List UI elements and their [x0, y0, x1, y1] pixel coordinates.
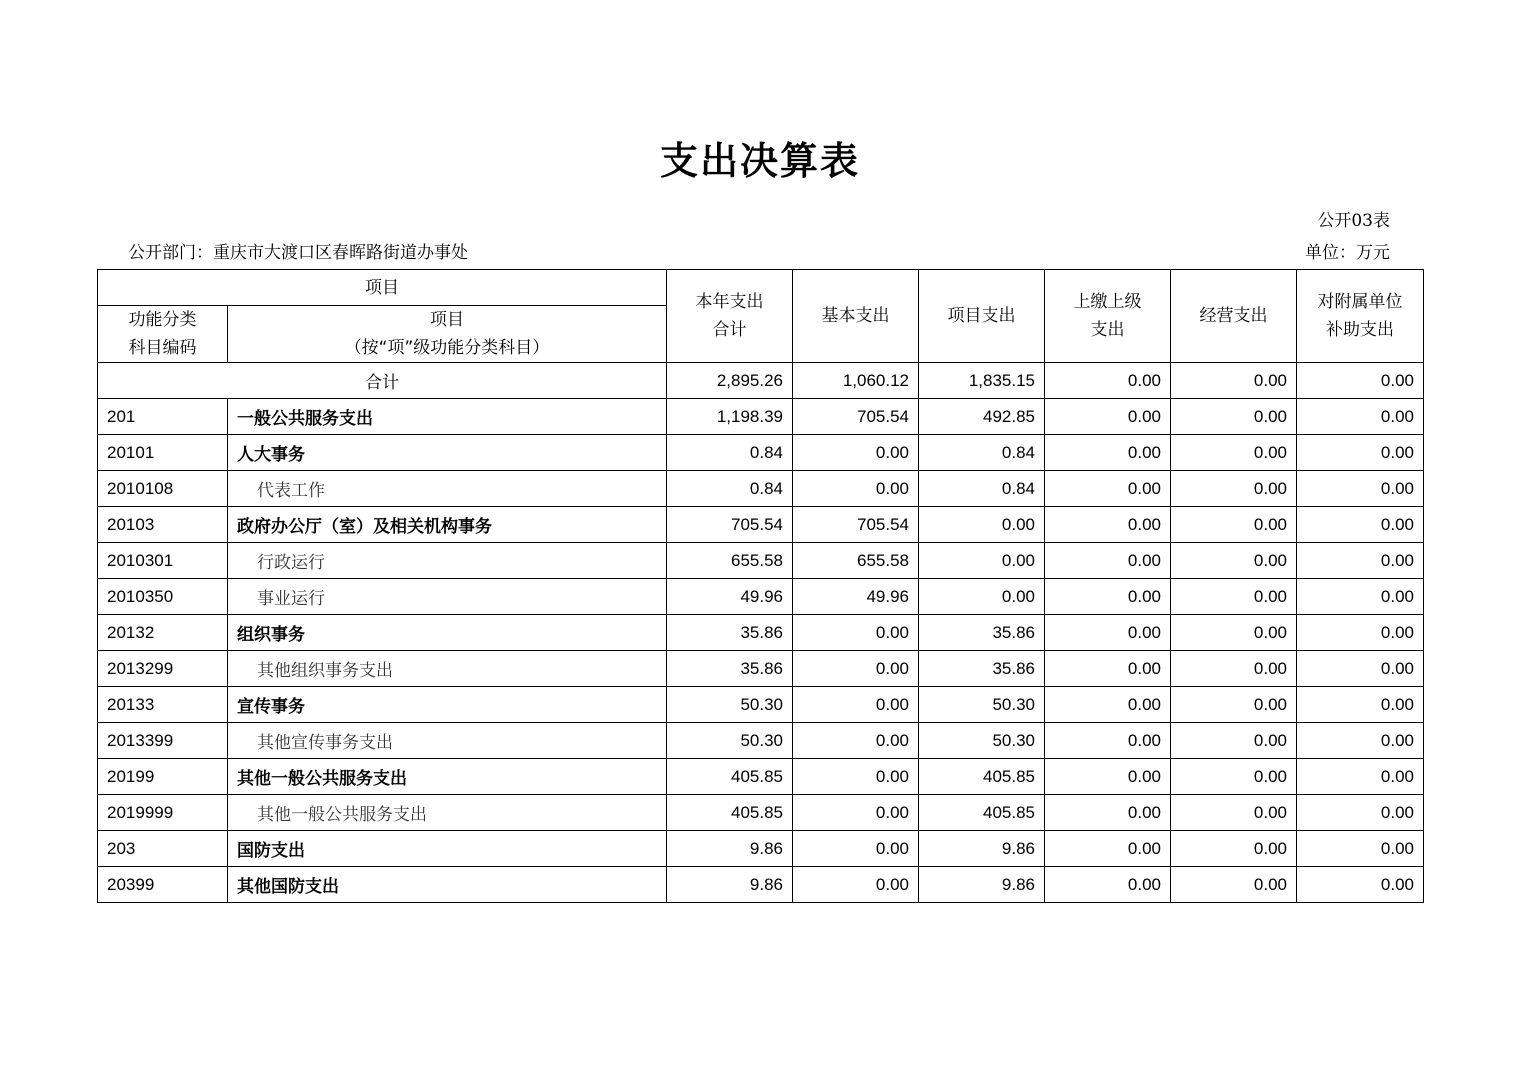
row-name: 组织事务: [228, 615, 667, 651]
row-value: 0.00: [1171, 507, 1297, 543]
header-row: [98, 270, 1424, 306]
row-value: 0.00: [1045, 723, 1171, 759]
unit-label: 单位：万元: [1305, 243, 1390, 263]
row-name: 事业运行: [228, 579, 667, 615]
row-value: 705.54: [667, 507, 793, 543]
row-value: 0.00: [1045, 435, 1171, 471]
row-name: 行政运行: [228, 543, 667, 579]
row-value: 0.00: [1171, 687, 1297, 723]
table-row: [98, 759, 1424, 795]
row-value: 0.00: [1045, 507, 1171, 543]
row-value: 49.96: [667, 579, 793, 615]
row-value: 0.00: [1297, 435, 1424, 471]
row-value: 35.86: [919, 651, 1045, 687]
row-value: 9.86: [919, 831, 1045, 867]
header-subsidy: [1297, 270, 1424, 363]
row-value: 405.85: [919, 759, 1045, 795]
row-value: 50.30: [667, 687, 793, 723]
header-project: 项目支出: [919, 270, 1045, 363]
total-value: 1,835.15: [919, 363, 1045, 399]
header-upper-line2: 支出: [1090, 320, 1125, 340]
table-row: [98, 723, 1424, 759]
row-value: 0.00: [1045, 471, 1171, 507]
header-name-line2: （按“项”级功能分类科目）: [344, 338, 550, 358]
row-value: 405.85: [667, 759, 793, 795]
row-name: 代表工作: [228, 471, 667, 507]
table-row: [98, 795, 1424, 831]
row-value: 0.00: [1297, 795, 1424, 831]
table-row: [98, 399, 1424, 435]
row-value: 0.00: [1045, 579, 1171, 615]
row-value: 0.84: [667, 471, 793, 507]
row-name: 宣传事务: [228, 687, 667, 723]
row-value: 0.00: [1045, 399, 1171, 435]
row-value: 0.84: [919, 471, 1045, 507]
row-value: 50.30: [667, 723, 793, 759]
row-value: 655.58: [793, 543, 919, 579]
header-upper-line1: 上缴上级: [1073, 292, 1142, 312]
row-code: 2013299: [98, 651, 228, 687]
row-value: 0.00: [1171, 867, 1297, 903]
header-business: 经营支出: [1171, 270, 1297, 363]
row-value: 0.00: [793, 615, 919, 651]
header-code-line1: 功能分类: [128, 310, 197, 330]
header-code: [98, 306, 228, 363]
row-value: 0.00: [793, 867, 919, 903]
row-value: 49.96: [793, 579, 919, 615]
row-value: 35.86: [667, 651, 793, 687]
row-code: 2019999: [98, 795, 228, 831]
table-number: 公开03表: [1317, 211, 1390, 231]
row-value: 0.00: [793, 723, 919, 759]
total-value: 0.00: [1297, 363, 1424, 399]
row-value: 50.30: [919, 723, 1045, 759]
row-value: 0.00: [1045, 867, 1171, 903]
row-value: 0.84: [919, 435, 1045, 471]
row-code: 20132: [98, 615, 228, 651]
row-value: 0.00: [919, 507, 1045, 543]
row-value: 9.86: [667, 867, 793, 903]
row-value: 0.00: [919, 579, 1045, 615]
row-value: 0.00: [793, 435, 919, 471]
total-label: 合计: [98, 363, 667, 399]
row-value: 0.00: [1045, 831, 1171, 867]
row-code: 2010301: [98, 543, 228, 579]
table-row: [98, 651, 1424, 687]
row-value: 0.00: [793, 471, 919, 507]
row-code: 20199: [98, 759, 228, 795]
row-value: 0.00: [1297, 687, 1424, 723]
row-value: 0.00: [1171, 399, 1297, 435]
row-value: 0.00: [1297, 651, 1424, 687]
row-code: 2010108: [98, 471, 228, 507]
row-value: 0.00: [1297, 579, 1424, 615]
row-value: 0.00: [1171, 723, 1297, 759]
table-row: [98, 615, 1424, 651]
expenditure-table: [97, 269, 1424, 903]
row-value: 0.00: [1171, 471, 1297, 507]
table-row: [98, 435, 1424, 471]
header-total-line2: 合计: [712, 320, 747, 340]
row-code: 201: [98, 399, 228, 435]
row-code: 203: [98, 831, 228, 867]
total-value: 2,895.26: [667, 363, 793, 399]
row-value: 655.58: [667, 543, 793, 579]
header-subsidy-line2: 补助支出: [1326, 320, 1394, 340]
header-code-line2: 科目编码: [128, 338, 197, 358]
row-value: 705.54: [793, 507, 919, 543]
row-value: 0.00: [1297, 759, 1424, 795]
row-value: 0.00: [1297, 543, 1424, 579]
table-row: [98, 579, 1424, 615]
row-value: 0.00: [1297, 507, 1424, 543]
row-value: 9.86: [667, 831, 793, 867]
total-value: 0.00: [1045, 363, 1171, 399]
row-value: 0.00: [1297, 867, 1424, 903]
row-value: 0.00: [1045, 651, 1171, 687]
table-row: [98, 543, 1424, 579]
row-value: 0.00: [1045, 543, 1171, 579]
table-row: [98, 831, 1424, 867]
row-code: 20133: [98, 687, 228, 723]
total-value: 1,060.12: [793, 363, 919, 399]
header-total: [667, 270, 793, 363]
row-value: 0.00: [1171, 759, 1297, 795]
header-name-line1: 项目: [430, 310, 464, 330]
row-value: 0.00: [793, 687, 919, 723]
row-name: 其他国防支出: [228, 867, 667, 903]
row-value: 0.84: [667, 435, 793, 471]
row-name: 其他宣传事务支出: [228, 723, 667, 759]
row-value: 0.00: [1297, 615, 1424, 651]
row-value: 492.85: [919, 399, 1045, 435]
row-value: 0.00: [1171, 543, 1297, 579]
row-code: 20103: [98, 507, 228, 543]
row-name: 其他组织事务支出: [228, 651, 667, 687]
row-value: 0.00: [1171, 579, 1297, 615]
row-value: 0.00: [793, 651, 919, 687]
row-name: 国防支出: [228, 831, 667, 867]
table-row: [98, 687, 1424, 723]
row-value: 0.00: [1171, 615, 1297, 651]
row-code: 2013399: [98, 723, 228, 759]
row-value: 0.00: [1171, 831, 1297, 867]
department-label: 公开部门：重庆市大渡口区春晖路街道办事处: [128, 243, 468, 263]
row-value: 0.00: [1045, 795, 1171, 831]
row-code: 2010350: [98, 579, 228, 615]
row-name: 一般公共服务支出: [228, 399, 667, 435]
header-name: [228, 306, 667, 363]
row-value: 0.00: [1045, 615, 1171, 651]
header-total-line1: 本年支出: [695, 292, 764, 312]
row-name: 政府办公厅（室）及相关机构事务: [228, 507, 667, 543]
row-value: 0.00: [1171, 795, 1297, 831]
row-value: 405.85: [667, 795, 793, 831]
row-value: 0.00: [1045, 759, 1171, 795]
total-value: 0.00: [1171, 363, 1297, 399]
row-code: 20101: [98, 435, 228, 471]
table-row: [98, 867, 1424, 903]
row-name: 人大事务: [228, 435, 667, 471]
header-upper: [1045, 270, 1171, 363]
row-value: 0.00: [793, 831, 919, 867]
header-subsidy-line1: 对附属单位: [1317, 292, 1403, 312]
row-value: 1,198.39: [667, 399, 793, 435]
page-title: 支出决算表: [659, 139, 860, 183]
row-value: 50.30: [919, 687, 1045, 723]
row-value: 9.86: [919, 867, 1045, 903]
total-row: [98, 363, 1424, 399]
row-value: 405.85: [919, 795, 1045, 831]
row-value: 0.00: [1171, 651, 1297, 687]
row-value: 0.00: [1297, 723, 1424, 759]
row-value: 705.54: [793, 399, 919, 435]
row-value: 0.00: [1297, 471, 1424, 507]
row-value: 0.00: [1171, 435, 1297, 471]
row-value: 0.00: [793, 759, 919, 795]
row-name: 其他一般公共服务支出: [228, 759, 667, 795]
row-code: 20399: [98, 867, 228, 903]
row-value: 0.00: [793, 795, 919, 831]
table-row: [98, 471, 1424, 507]
row-value: 0.00: [1297, 831, 1424, 867]
row-name: 其他一般公共服务支出: [228, 795, 667, 831]
row-value: 35.86: [919, 615, 1045, 651]
header-project-group: 项目: [98, 270, 667, 306]
row-value: 35.86: [667, 615, 793, 651]
row-value: 0.00: [1045, 687, 1171, 723]
row-value: 0.00: [1297, 399, 1424, 435]
header-basic: 基本支出: [793, 270, 919, 363]
table-row: [98, 507, 1424, 543]
row-value: 0.00: [919, 543, 1045, 579]
